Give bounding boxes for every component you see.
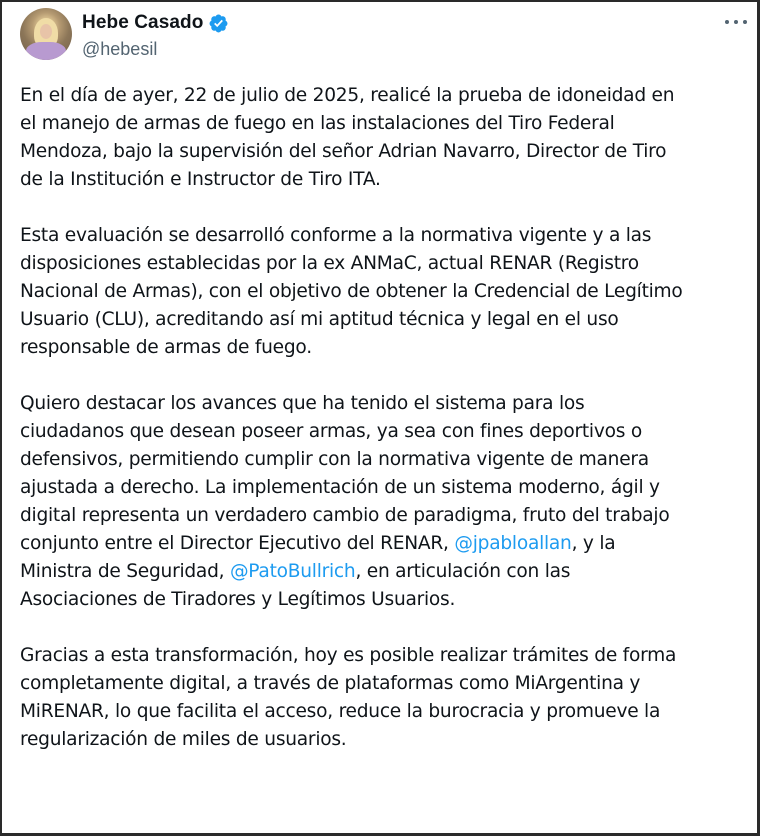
text-line-with-mention bbox=[20, 530, 745, 558]
more-options-button[interactable] bbox=[723, 12, 749, 32]
text-line: ajustada a derecho. La implementación de un sistema moderno, ágil y bbox=[20, 477, 660, 498]
paragraph-4 bbox=[20, 642, 745, 754]
text-segment: conjunto entre el Director Ejecutivo del RENAR, bbox=[20, 533, 455, 554]
paragraph-2 bbox=[20, 222, 745, 362]
author-name-row bbox=[82, 10, 229, 36]
verified-badge-icon bbox=[208, 13, 229, 34]
more-dot-icon bbox=[734, 20, 738, 24]
text-line: regularización de miles de usuarios. bbox=[20, 729, 347, 750]
text-segment: Ministra de Seguridad, bbox=[20, 561, 230, 582]
author-handle[interactable]: @hebesil bbox=[82, 39, 158, 59]
text-line: Esta evaluación se desarrolló conforme a la normativa vigente y a las bbox=[20, 225, 652, 246]
text-line-with-mention bbox=[20, 558, 745, 586]
paragraph-3 bbox=[20, 390, 745, 614]
text-line: el manejo de armas de fuego en las instalaciones del Tiro Federal bbox=[20, 113, 615, 134]
mention-link-patobullrich[interactable]: @PatoBullrich bbox=[229, 561, 356, 582]
more-dot-icon bbox=[725, 20, 729, 24]
text-line: MiRENAR, lo que facilita el acceso, reduce la burocracia y promueve la bbox=[20, 701, 661, 722]
more-dot-icon bbox=[743, 20, 747, 24]
text-line: Nacional de Armas), con el objetivo de obtener la Credencial de Legítimo bbox=[20, 281, 683, 302]
text-line: Mendoza, bajo la supervisión del señor Adrian Navarro, Director de Tiro bbox=[20, 141, 667, 162]
text-line: Asociaciones de Tiradores y Legítimos Usuarios. bbox=[20, 589, 456, 610]
text-line: defensivos, permitiendo cumplir con la normativa vigente de manera bbox=[20, 449, 649, 470]
text-segment: , en articulación con las bbox=[355, 561, 571, 582]
text-line: digital representa un verdadero cambio de paradigma, fruto del trabajo bbox=[20, 505, 670, 526]
text-line: Gracias a esta transformación, hoy es posible realizar trámites de forma bbox=[20, 645, 677, 666]
author-display-name[interactable]: Hebe Casado bbox=[82, 12, 204, 33]
paragraph-1 bbox=[20, 82, 745, 194]
avatar[interactable] bbox=[20, 8, 72, 60]
tweet-text bbox=[20, 82, 745, 782]
text-line: Usuario (CLU), acreditando así mi aptitud técnica y legal en el uso bbox=[20, 309, 619, 330]
text-line: completamente digital, a través de plataformas como MiArgentina y bbox=[20, 673, 641, 694]
text-line: responsable de armas de fuego. bbox=[20, 337, 312, 358]
text-line: disposiciones establecidas por la ex ANMaC, actual RENAR (Registro bbox=[20, 253, 639, 274]
text-line: En el día de ayer, 22 de julio de 2025, realicé la prueba de idoneidad en bbox=[20, 85, 675, 106]
text-segment: , y la bbox=[571, 533, 616, 554]
avatar-body bbox=[26, 42, 66, 60]
author-info bbox=[82, 10, 229, 60]
text-line: de la Institución e Instructor de Tiro ITA. bbox=[20, 169, 381, 190]
tweet-header bbox=[2, 2, 757, 72]
tweet-card bbox=[2, 2, 757, 833]
avatar-face bbox=[40, 24, 52, 39]
text-line: ciudadanos que desean poseer armas, ya sea con fines deportivos o bbox=[20, 421, 642, 442]
mention-link-jpabloallan[interactable]: @jpabloallan bbox=[454, 533, 572, 554]
text-line: Quiero destacar los avances que ha tenido el sistema para los bbox=[20, 393, 585, 414]
